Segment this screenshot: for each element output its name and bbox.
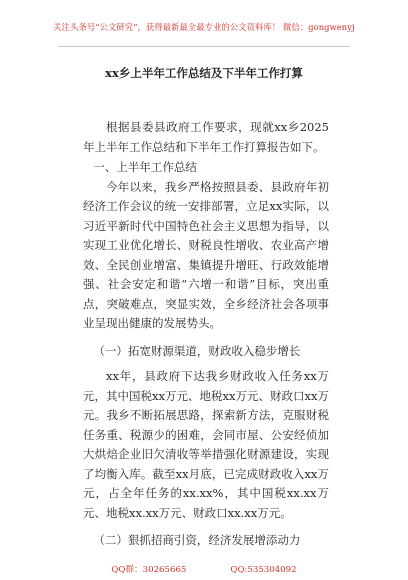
summary-paragraph: 今年以来，我乡严格按照县委、县政府年初经济工作会议的统一安排部署，立足xx实际，以习近平新时代中国特色社会主义思想为指导，以实现工业优化增长、财税良性增收、农业高产增效、全民创业增富、集镇提升增旺、行政效能增强、社会安定和谐“六增一和谐”目标，突出重点，突破难点，突显实效，全乡经济社会各项事业呈现出健康的发展势头。 — [83, 179, 329, 330]
section-heading-1: 一、上半年工作总结 — [93, 160, 197, 174]
subsection-heading-2: （二）狠抓招商引资，经济发展增添动力 — [93, 533, 301, 547]
document-title: xx乡上半年工作总结及下半年工作打算 — [105, 66, 303, 80]
document-body — [83, 118, 329, 551]
header-divider — [58, 46, 350, 47]
qq-group-text: QQ群：30265665 — [111, 565, 187, 575]
finance-paragraph: xx年，县政府下达我乡财政收入任务xx万元，其中国税xx万元、地税xx万元、财政口xx万元。我乡不断拓展思路，探索新方法，克服财税任务重、税源少的困难，会同市屋、公安经侦加大烘焙企业旧欠清收等举措强化财源建设，实现了均衡入库。截至xx月底，已完成财政收入xx万元，占全年任务的xx.xx%，其中国税xx.xx万元、地税xx.xx万元、财政口xx.xx万元。 — [83, 369, 329, 520]
subsection-heading-1: （一）拓宽财源渠道，财政收入稳步增长 — [93, 343, 301, 358]
header-promo-text: 关注头条号“公文研究”，获得最新最全最专业的公文资料库！ 微信：gongwenyj — [53, 22, 355, 32]
footer-contacts — [0, 563, 408, 575]
qq-contact-text: QQ:535304092 — [230, 565, 297, 575]
intro-paragraph: 根据县委县政府工作要求，现就xx乡2025年上半年工作总结和下半年工作打算报告如下。 — [83, 120, 329, 154]
